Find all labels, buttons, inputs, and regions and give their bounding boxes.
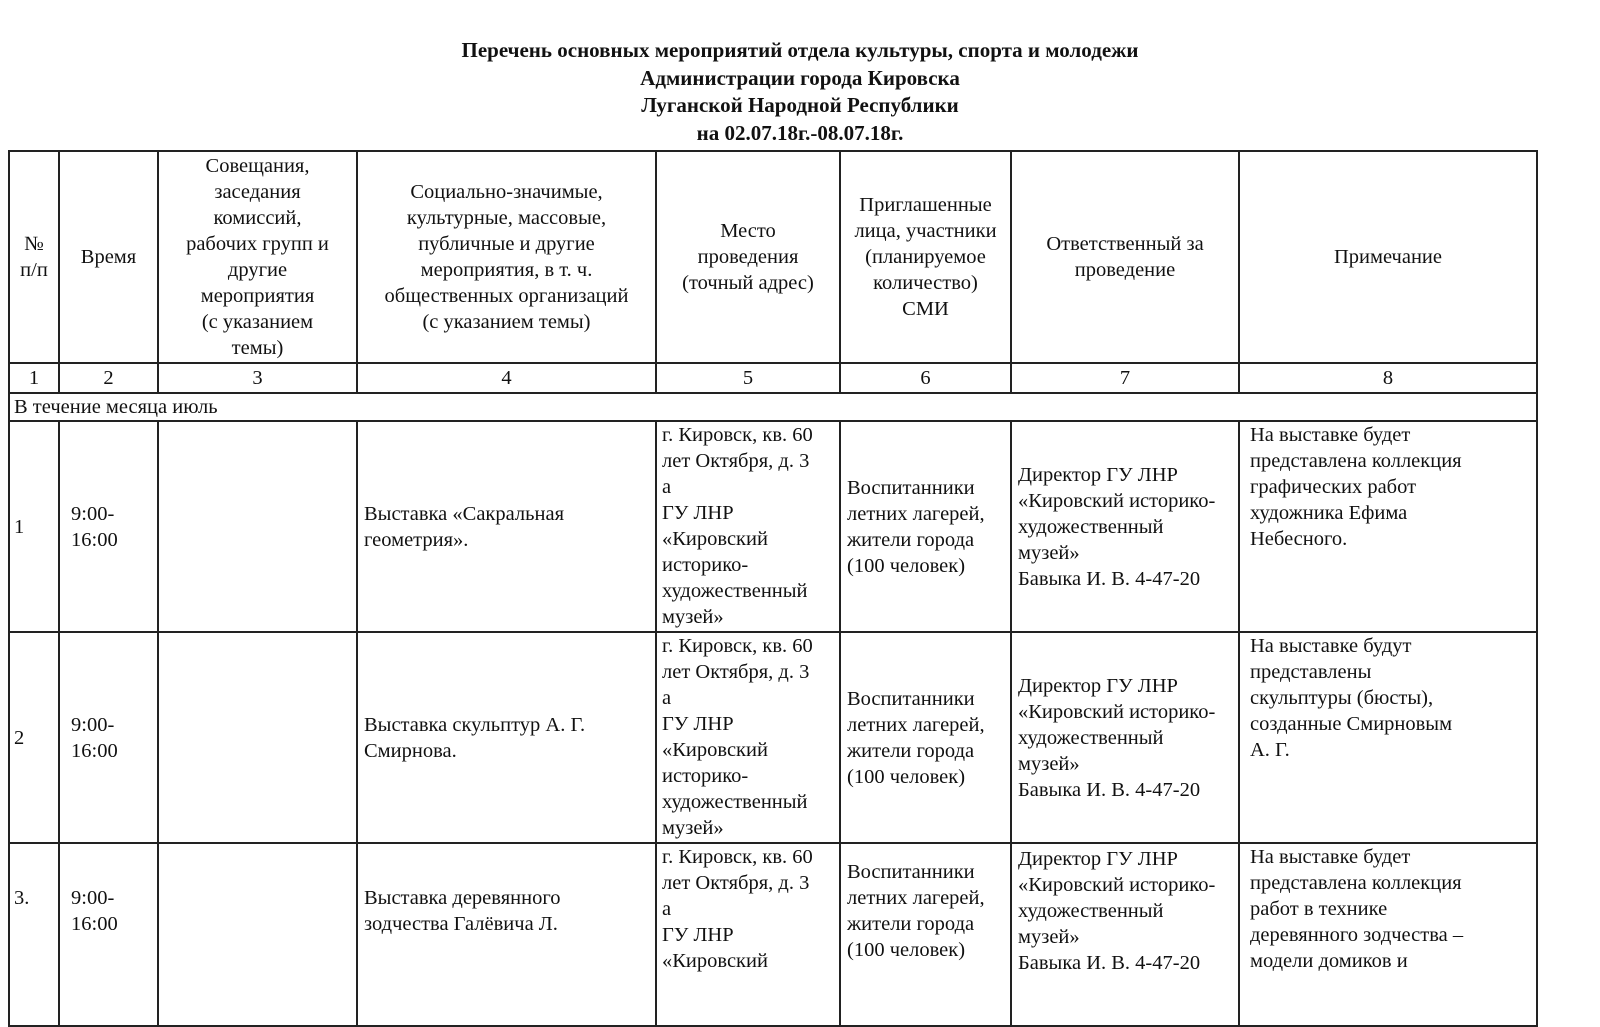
- col-header-time: Время: [59, 151, 158, 363]
- col-header-responsible: Ответственный за проведение: [1011, 151, 1239, 363]
- title-line: Администрации города Кировска: [640, 65, 960, 90]
- column-number: 8: [1239, 363, 1537, 393]
- col-header-note: Примечание: [1239, 151, 1537, 363]
- table-row: [9, 421, 1537, 632]
- row-place: г. Кировск, кв. 60 лет Октября, д. 3 а ГУ ЛНР «Кировский: [656, 843, 840, 1026]
- col-header-meetings: Совещания, заседания комиссий, рабочих групп и другие мероприятия (с указанием темы): [158, 151, 357, 363]
- document-title: [0, 37, 1600, 147]
- title-line: Луганской Народной Республики: [641, 93, 959, 117]
- row-note: На выставке будут представлены скульптуры (бюсты), созданные Смирновым А. Г.: [1239, 632, 1537, 843]
- column-number: 6: [840, 363, 1011, 393]
- row-note: На выставке будет представлена коллекция работ в технике деревянного зодчества – модели домиков и: [1239, 843, 1537, 1026]
- col-header-events: Социально-значимые, культурные, массовые, публичные и другие мероприятия, в т. ч. общественных организаций (с указанием темы): [357, 151, 656, 363]
- row-number: 2: [9, 632, 59, 843]
- row-responsible: Директор ГУ ЛНР «Кировский историко- художественный музей» Бавыка И. В. 4-47-20: [1011, 632, 1239, 843]
- title-line-dates: на 02.07.18г.-08.07.18г.: [696, 120, 904, 145]
- section-label: В течение месяца июль: [9, 393, 1537, 421]
- row-responsible: Директор ГУ ЛНР «Кировский историко- художественный музей» Бавыка И. В. 4-47-20: [1011, 843, 1239, 1026]
- row-time: 9:00- 16:00: [59, 843, 158, 1026]
- events-table: [8, 150, 1538, 1027]
- row-meeting: [158, 843, 357, 1026]
- row-event: Выставка скульптур А. Г. Смирнова.: [357, 632, 656, 843]
- row-time: 9:00- 16:00: [59, 632, 158, 843]
- row-place: г. Кировск, кв. 60 лет Октября, д. 3 а ГУ ЛНР «Кировский историко- художественный музей»: [656, 421, 840, 632]
- column-number-row: [9, 363, 1537, 393]
- row-responsible: Директор ГУ ЛНР «Кировский историко- художественный музей» Бавыка И. В. 4-47-20: [1011, 421, 1239, 632]
- column-number: 5: [656, 363, 840, 393]
- column-number: 1: [9, 363, 59, 393]
- row-event: Выставка деревянного зодчества Галёвича Л.: [357, 843, 656, 1026]
- section-row: [9, 393, 1537, 421]
- row-meeting: [158, 421, 357, 632]
- col-header-invited: Приглашенные лица, участники (планируемое количество) СМИ: [840, 151, 1011, 363]
- col-header-number: № п/п: [9, 151, 59, 363]
- row-invited: Воспитанники летних лагерей, жители города (100 человек): [840, 632, 1011, 843]
- header-row: [9, 151, 1537, 363]
- column-number: 3: [158, 363, 357, 393]
- row-number: 3.: [9, 843, 59, 1026]
- column-number: 7: [1011, 363, 1239, 393]
- table-row: [9, 843, 1537, 1026]
- title-line: Перечень основных мероприятий отдела культуры, спорта и молодежи: [461, 38, 1139, 62]
- row-event: Выставка «Сакральная геометрия».: [357, 421, 656, 632]
- row-note: На выставке будет представлена коллекция графических работ художника Ефима Небесного.: [1239, 421, 1537, 632]
- col-header-place: Место проведения (точный адрес): [656, 151, 840, 363]
- row-meeting: [158, 632, 357, 843]
- row-invited: Воспитанники летних лагерей, жители города (100 человек): [840, 421, 1011, 632]
- row-place: г. Кировск, кв. 60 лет Октября, д. 3 а ГУ ЛНР «Кировский историко- художественный музей»: [656, 632, 840, 843]
- column-number: 2: [59, 363, 158, 393]
- column-number: 4: [357, 363, 656, 393]
- row-invited: Воспитанники летних лагерей, жители города (100 человек): [840, 843, 1011, 1026]
- row-number: 1: [9, 421, 59, 632]
- row-time: 9:00- 16:00: [59, 421, 158, 632]
- table-row: [9, 632, 1537, 843]
